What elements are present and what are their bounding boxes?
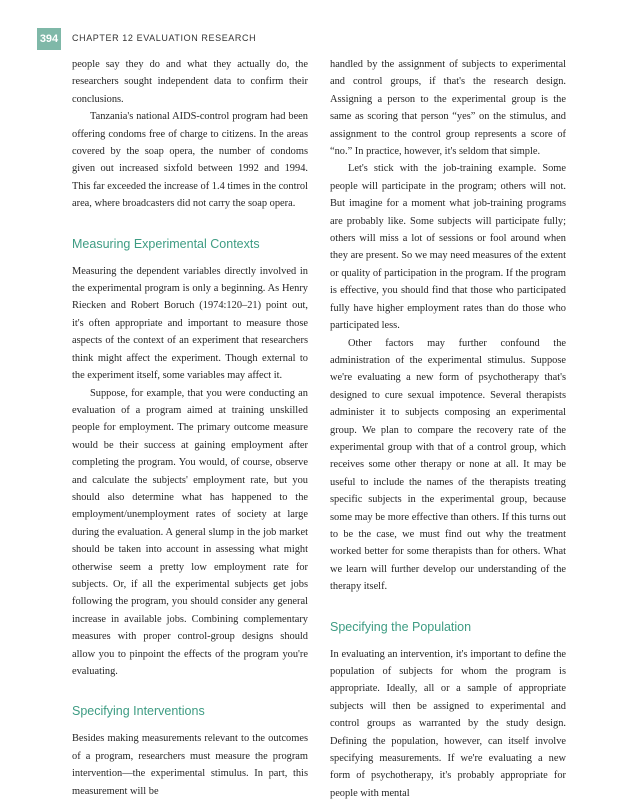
paragraph: Let's stick with the job-training example. Some people will participate in the program; others will not. But imagine for a moment what job-training programs are probably like. Some subjects will participate fully; others will miss a lot of sessions or fool around when they are present. So we may need measures of the extent or quality of participation in the program. If the program is effective, you should find that those who participated fully have higher employment rates than do those who participated less. — [330, 163, 566, 332]
paragraph: people say they do and what they actually do, the researchers sought independent data to confirm their conclusions. — [72, 59, 308, 105]
paragraph: handled by the assignment of subjects to experimental and control groups, if that's the research design. Assigning a person to the experimental group is the same as scoring that person “yes” on the stimulus, and assignment to the control group represents a score of “no.” In practice, however, it's seldom that simple. — [330, 59, 566, 158]
paragraph: Measuring the dependent variables directly involved in the experimental program is only a beginning. As Henry Riecken and Robert Boruch (1974:120–21) point out, it's often appropriate and important to measure those aspects of the context of an experiment that researchers think might affect the experiment. Though external to the experiment itself, some variables may affect it. — [72, 265, 308, 382]
paragraph: In evaluating an intervention, it's important to define the population of subjects for whom the program is appropriate. Ideally, all or a sample of appropriate subjects will then be assigned to experimental and control groups as warranted by the study design. Defining the population, however, can itself involve specifying measurements. If we're evaluating a new form of psychotherapy, it's probably appropriate for people with mental — [330, 648, 566, 799]
running-head: CHAPTER 12 EVALUATION RESEARCH — [72, 33, 257, 43]
page-number: 394 — [37, 28, 61, 50]
section-heading-specifying-the-population: Specifying the Population — [330, 619, 472, 634]
paragraph: Other factors may further confound the administration of the experimental stimulus. Suppose we're evaluating a new form of psychotherapy that's designed to cure sexual impotence. Several therapists administer it to subjects composing an experimental group. We plan to compare the recovery rate of the experimental group with that of a control group, which receives some other therapy or none at all. It may be useful to include the names of the therapists treating specific subjects in the experimental group, because some may be more effective than others. If this turns out to be the case, we must find out why the treatment worked better for some therapists than for others. What we learn will further develop our understanding of the therapy itself. — [330, 337, 566, 593]
section-heading-specifying-interventions: Specifying Interventions — [72, 704, 205, 719]
paragraph: Besides making measurements relevant to the outcomes of a program, researchers must measure the program intervention—the experimental stimulus. In part, this measurement will be — [72, 733, 308, 797]
left-column — [72, 56, 308, 800]
section-heading-measuring-experimental-contexts: Measuring Experimental Contexts — [72, 236, 260, 251]
paragraph: Tanzania's national AIDS-control program had been offering condoms free of charge to citizens. In the areas covered by the soap opera, the number of condoms given out increased sixfold between 1992 and 1994. This far exceeded the increase of 1.4 times in the control area, where broadcasters did not carry the soap opera. — [72, 111, 308, 210]
paragraph: Suppose, for example, that you were conducting an evaluation of a program aimed at training unskilled people for employment. The primary outcome measure would be their success at gaining employment after completing the program. You would, of course, observe and calculate the subjects' employment rate, but you should also determine what has happened to the employment/unemployment rates of society at large during the evaluation. A general slump in the job market should be taken into account in assessing what might otherwise seem a pretty low employment rate for subjects. Or, if all the experimental subjects get jobs following the program, you should consider any general increase in available jobs. Combining complementary measures with proper control-group designs should allow you to pinpoint the effects of the program you're evaluating. — [72, 387, 308, 677]
right-column — [330, 56, 566, 802]
